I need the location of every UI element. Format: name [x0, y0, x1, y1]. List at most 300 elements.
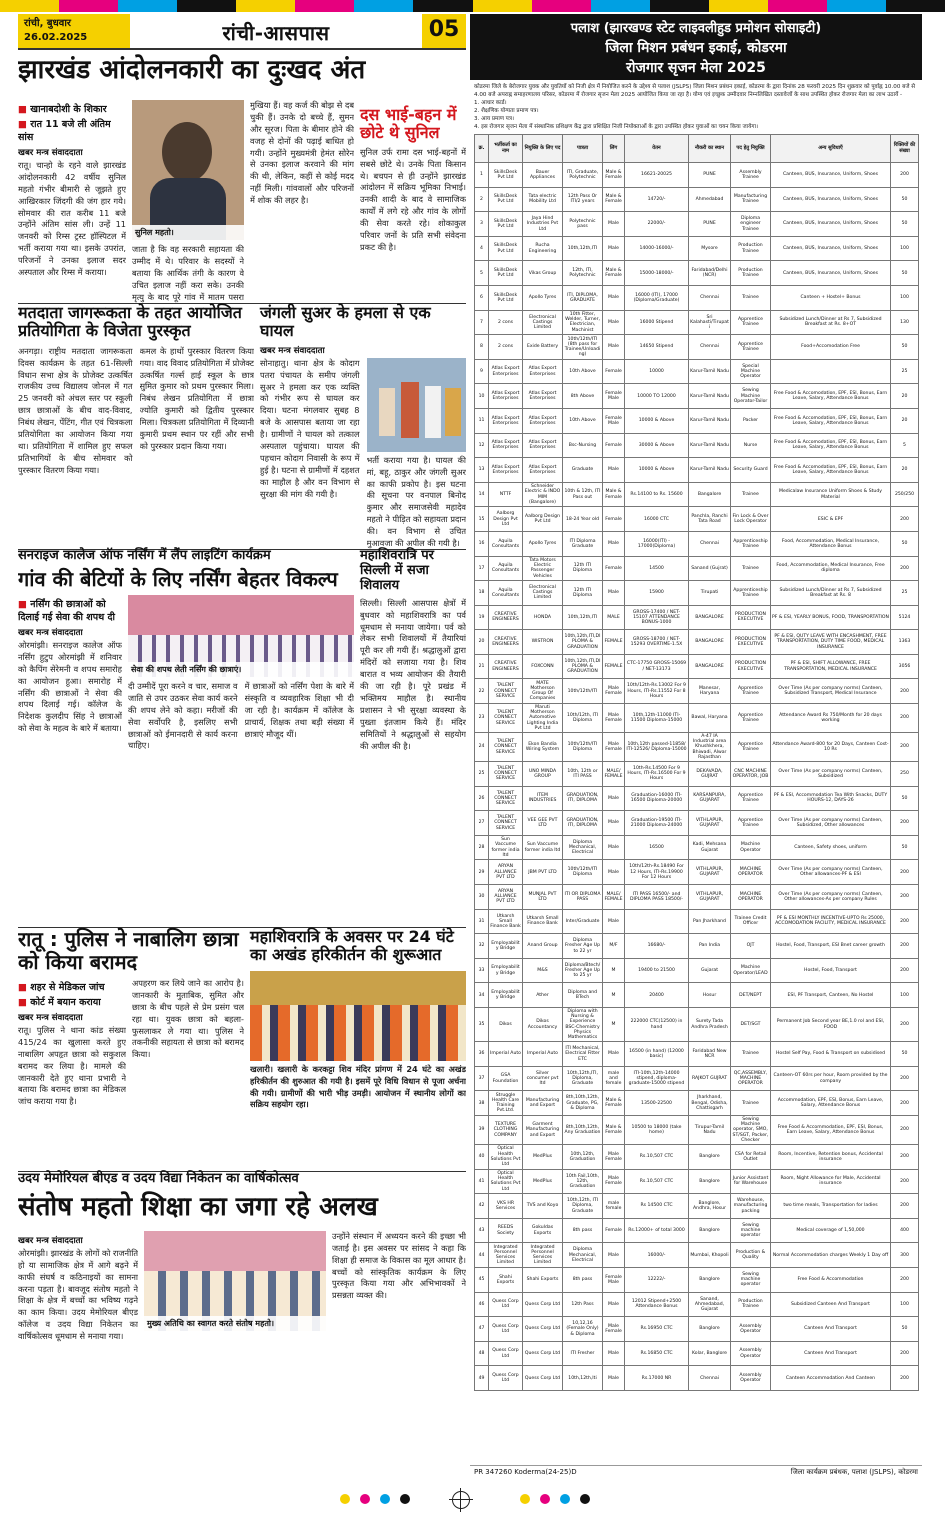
table-cell: BANGALORE — [689, 630, 731, 655]
table-cell: Free Food & Accomodation, EPF, ESI, Bonus, Earn Leave, Salary, Attendance Bonus — [771, 384, 891, 409]
table-cell: 26 — [475, 786, 489, 811]
table-cell: Trainee Credit Officer — [731, 909, 771, 934]
table-cell: 1 — [475, 163, 489, 188]
table-cell: Aquila Consultants — [489, 556, 523, 581]
table-cell: ITI Fresher — [563, 1341, 603, 1366]
table-cell: 200 — [891, 163, 919, 188]
table-cell: SkillsDesk Pvt Ltd — [489, 236, 523, 261]
table-cell: FOXCONN — [523, 654, 563, 679]
table-row — [475, 835, 919, 860]
table-row — [475, 1116, 919, 1145]
table-cell: 16000 CTC — [625, 507, 689, 532]
table-cell: Manufacturing Trainee — [731, 187, 771, 212]
table-cell: Inter/Graduate — [563, 909, 603, 934]
table-cell: male and female — [603, 1066, 625, 1091]
table-cell — [771, 359, 891, 384]
table-row — [475, 811, 919, 836]
table-cell: 12th ITI Diploma — [563, 556, 603, 581]
table-cell: 43 — [475, 1218, 489, 1243]
table-cell: 37 — [475, 1066, 489, 1091]
table-cell: Ather — [523, 983, 563, 1008]
table-cell: Sun Vaccume former india ltd — [489, 835, 523, 860]
table-cell: JBM PVT LTD — [523, 860, 563, 885]
table-cell: Medical coverage of 1,50,000 — [771, 1218, 891, 1243]
story-voter-awareness — [18, 304, 254, 538]
table-cell: 2 cons — [489, 310, 523, 335]
masthead-date-box — [18, 14, 130, 48]
table-cell: 200 — [891, 885, 919, 910]
table-cell: Canteen, BUS, Insurance, Uniform, Shoes — [771, 236, 891, 261]
table-cell: 30 — [475, 885, 489, 910]
job-vacancy-table — [474, 134, 919, 1391]
table-cell: 12th Pass Or ITI/2 years — [563, 187, 603, 212]
table-cell: Apprentice Trainee — [731, 335, 771, 360]
table-row — [475, 679, 919, 704]
table-cell: BANGALORE — [689, 654, 731, 679]
table-row — [475, 236, 919, 261]
table-cell: 10th/12th, ITI Diploma — [563, 704, 603, 733]
table-cell: Male — [603, 212, 625, 237]
table-cell: Male Female — [603, 1145, 625, 1170]
table-cell: Trainee — [731, 285, 771, 310]
table-cell: 40 — [475, 1145, 489, 1170]
story-text: कमल के हाथों पुरस्कार वितरण किया गया। वाद विवाद प्रतियोगिता में प्रोजेक्ट उत्कर्षित गर्ल्स हाई स्कूल के छात्र सुमित कुमार को प्रथम पुरस्कार मिला। निबंध लेखन प्रतियोगिता में छात्रा ज्योति कुमारी को द्वितीय पुरस्कार मिला। चित्रकला प्रतियोगिता में दिव्यानी कुमारी प्रथम स्थान पर रहीं और सभी को पुरस्कार प्रदान किया गया। — [139, 345, 254, 451]
table-row — [475, 408, 919, 433]
table-cell: 100 — [891, 236, 919, 261]
table-cell: Gujarat — [689, 958, 731, 983]
table-cell: Male — [603, 786, 625, 811]
table-cell — [625, 909, 689, 934]
table-cell: Junior Assistant for Warehouse — [731, 1169, 771, 1194]
table-cell: 36 — [475, 1042, 489, 1067]
table-cell: WISTRON — [523, 630, 563, 655]
table-cell: Integrated Personnel Services Limited — [489, 1243, 523, 1268]
table-cell: Hosur — [689, 983, 731, 1008]
table-cell: 25 — [891, 359, 919, 384]
page-number: 05 — [422, 14, 466, 48]
table-cell: 12222/- — [625, 1268, 689, 1293]
table-cell: Food, Accommodation, Medical Insurance, Free diploma — [771, 556, 891, 581]
byline: खबर मन्त्र संवाददाता — [18, 1235, 83, 1246]
table-cell: Over Time (As per company norms) Canteen, Subsidized — [771, 762, 891, 787]
kicker: ■ नर्सिंग की छात्राओं को दिलाई गई सेवा की शपथ दी — [18, 597, 122, 623]
story-headline: संतोष महतो शिक्षा का जगा रहे अलख — [18, 1191, 378, 1222]
photo-caption: सेवा की शपथ लेती नर्सिंग की छात्राएं। — [128, 662, 354, 677]
story-kicker-headline: उदय मेमोरियल बीएड व उदय विद्या निकेतन का वार्षिकोत्सव — [18, 1171, 299, 1186]
table-cell: 12th Pass — [563, 1292, 603, 1317]
table-cell: M — [603, 958, 625, 983]
table-cell: 8th Above — [563, 384, 603, 409]
table-row — [475, 531, 919, 556]
table-cell: 14650 Stipend — [625, 335, 689, 360]
table-cell: RAJKOT GUJRAT — [689, 1066, 731, 1091]
table-cell: MALE — [603, 605, 625, 630]
table-cell: M&S — [523, 958, 563, 983]
table-row — [475, 335, 919, 360]
table-row — [475, 958, 919, 983]
ad-office-name: जिला मिशन प्रबंधन इकाई, कोडरमा — [605, 40, 787, 56]
story-text: रातू। पुलिस ने थाना कांड संख्या 415/24 का खुलासा करते हुए नाबालिग अपहृत छात्रा को सकुशल बरामद कर लिया है। मामले की जानकारी देते हुए थाना प्रभारी ने बताया कि बरामद छात्रा का मेडिकल जांच कराया गया है। — [18, 1025, 126, 1107]
story-text: सोनाहातु। थाना क्षेत्र के कोदाग पतरा पंचायत के समीप जंगली सुअर ने हमला कर एक व्यक्ति को गंभीर रूप से घायल कर दिया। घटना मंगलवार सुबह 8 बजे के आसपास बताया जा रहा है। ग्रामीणों ने घायल को तत्काल अस्पताल पहुंचाया। घायल की पहचान कोदाग निवासी के रूप में हुई है। घटना से ग्रामीणों में दहशत का माहौल है और वन विभाग से सुरक्षा की मांग की गयी है। — [260, 357, 360, 499]
table-cell: 13500-22500 — [625, 1091, 689, 1116]
table-row — [475, 507, 919, 532]
table-cell: 200 — [891, 1091, 919, 1116]
table-cell: Kadi, Mehsana Gujarat — [689, 835, 731, 860]
table-cell: 200 — [891, 934, 919, 959]
table-cell: 10th,12th,ITI,DIPLOMA & GRADUATION — [563, 630, 603, 655]
table-cell: 250/250 — [891, 482, 919, 507]
table-cell: Free Food & Accomodation, EPF, ESI, Bonus, Earn Leave, Salary, Attendance Bonus — [771, 458, 891, 483]
table-cell: Graduation-16000 ITI-16500 Diploma-20000 — [625, 786, 689, 811]
table-cell: CREATIVE ENGINEERS — [489, 630, 523, 655]
table-cell: Diploma/Btech/Fresher Age Up to 25 yr — [563, 958, 603, 983]
table-cell: 10000 TO 12000 — [625, 384, 689, 409]
table-cell: Quess Corp Ltd — [489, 1341, 523, 1366]
table-cell: Male — [603, 531, 625, 556]
table-row — [475, 261, 919, 286]
table-cell: SkillsDesk Pvt Ltd — [489, 261, 523, 286]
table-cell: PUNE — [689, 163, 731, 188]
table-cell: 18-24 Year old — [563, 507, 603, 532]
table-cell: 50 — [891, 531, 919, 556]
table-cell: Optical Health Solutions Pvt Ltd — [489, 1145, 523, 1170]
table-cell: 10th Fail,10th, 12th, Graduation — [563, 1169, 603, 1194]
table-cell: Tata Motors Electric Passenger Vehicles — [523, 556, 563, 581]
table-cell: UNO MINDA GROUP — [523, 762, 563, 787]
story-text: जाता है कि वह सरकारी सहायता की उम्मीद में थे। परिवार के सदस्यों ने बताया कि आर्थिक तंगी के कारण वे उचित इलाज नहीं करा सके। उनकी मृत्यु के बाद पूरे गांव में मातम पसरा — [132, 244, 244, 302]
table-cell: 10th,12th,ITI,DIPLOMA & GRADUATION — [563, 654, 603, 679]
table-cell: 200 — [891, 1145, 919, 1170]
table-cell: Male — [603, 811, 625, 836]
table-cell: 10th/12th/ITI — [563, 679, 603, 704]
table-cell: Electronical Castings Limited — [523, 310, 563, 335]
table-cell: 10th,12th, Graduation — [563, 1145, 603, 1170]
table-cell: 16000 (ITI), 17000 (Diploma/Graduate) — [625, 285, 689, 310]
story-text: मुखिया हैं। वह कर्ज की बोझ से दब चुकी हैं। उनके दो बच्चे हैं, सुमन और सूरज। पिता के बीमार होने की वजह से दोनों की पढ़ाई बाधित हो गयी। उन्होंने मुख्यमंत्री हेमंत सोरेन से उनका इलाज करवाने की मांग की थी, लेकिन, कहीं से कोई मदद नहीं मिली। गांववालों और परिजनों में शोक की लहर है। — [250, 100, 354, 206]
table-cell: Surety Tada Andhra Pradesh — [689, 1008, 731, 1042]
table-cell: Fin Lock & Over Lock Operator — [731, 507, 771, 532]
byline: खबर मन्त्र संवाददाता — [260, 345, 325, 356]
table-cell: Shahi Exports — [523, 1268, 563, 1293]
table-cell: ITI Mechanical, Electrical Fitter ETC — [563, 1042, 603, 1067]
table-column-header: क्र. — [475, 135, 489, 163]
table-cell: Shahi Exports — [489, 1268, 523, 1293]
table-cell: GROSS-18700 / NET-15293 OVERTIME-1.5X — [625, 630, 689, 655]
table-row — [475, 1091, 919, 1116]
byline: खबर मन्त्र संवाददाता — [18, 627, 83, 638]
table-cell: Male — [603, 285, 625, 310]
table-cell: BANGALORE — [689, 605, 731, 630]
table-cell: 100 — [891, 983, 919, 1008]
table-cell: Utkarsh Small Finance Bank — [489, 909, 523, 934]
table-cell: Apprentice Trainee — [731, 310, 771, 335]
ad-event-name: रोजगार सृजन मेला 2025 — [626, 60, 766, 76]
table-row — [475, 458, 919, 483]
table-cell: 16500 — [625, 835, 689, 860]
table-cell: 100 — [891, 285, 919, 310]
table-cell: 5 — [475, 261, 489, 286]
table-cell: Quess Corp Ltd — [489, 1317, 523, 1342]
table-cell: Imperial Auto — [523, 1042, 563, 1067]
table-cell: 41 — [475, 1169, 489, 1194]
table-cell: Trainee — [731, 556, 771, 581]
table-cell: 46 — [475, 1292, 489, 1317]
table-row — [475, 860, 919, 885]
table-cell: Assembly Operator — [731, 1366, 771, 1391]
table-cell: 20 — [475, 630, 489, 655]
table-cell: Male Female — [603, 679, 625, 704]
ad-document-item: 1. आधार कार्ड। — [474, 100, 507, 106]
table-cell: Apollo Tyres — [523, 531, 563, 556]
table-cell: 16621-20025 — [625, 163, 689, 188]
table-cell: Quess Corp Ltd — [489, 1366, 523, 1391]
table-cell: Canteen Accommodation And Canteen — [771, 1366, 891, 1391]
table-column-header: नौकरी का स्थान — [689, 135, 731, 163]
table-cell: Karur-Tamil Nadu — [689, 359, 731, 384]
table-cell: VKS HR Services — [489, 1194, 523, 1219]
story-text: उन्होंने संस्थान में अध्ययन करने की इच्छा भी जताई है। इस अवसर पर सांसद ने कहा कि शिक्षा ही समाज के विकास का मूल आधार है। बच्चों को सांस्कृतिक कार्यक्रम के लिए पुरस्कृत किया गया और अभिभावकों ने प्रसन्नता व्यक्त की। — [332, 1230, 466, 1301]
table-cell: 14500 — [625, 556, 689, 581]
story-shivratri-silli — [360, 549, 466, 958]
table-cell: VITHLAPUR, GUJARAT — [689, 811, 731, 836]
table-row — [475, 786, 919, 811]
table-cell: Vikas Group — [523, 261, 563, 286]
table-cell: Chennai — [689, 335, 731, 360]
table-column-header: नियुक्ति के लिए पद — [523, 135, 563, 163]
table-cell: Trainee — [731, 1042, 771, 1067]
table-cell: 200 — [891, 1116, 919, 1145]
table-cell: 222000 CTC(12500) in hand — [625, 1008, 689, 1042]
story-headline: महाशिवरात्रि पर सिल्ली में सजा शिवालय — [360, 548, 434, 593]
table-cell: 50 — [891, 212, 919, 237]
table-cell: Sanand (Gujrat) — [689, 556, 731, 581]
table-cell: TEXTURE CLOTHING COMPANY — [489, 1116, 523, 1145]
table-cell: SkillsDesk Pvt Ltd — [489, 187, 523, 212]
ad-document-item: 3. आय प्रमाण पत्र। — [474, 116, 515, 122]
table-row — [475, 630, 919, 655]
table-cell: Pan India — [689, 934, 731, 959]
table-cell: M — [603, 983, 625, 1008]
story-uday-memorial — [18, 1172, 466, 1468]
table-cell: 15000-18000/- — [625, 261, 689, 286]
table-row — [475, 433, 919, 458]
table-cell: 200 — [891, 556, 919, 581]
table-cell: Permanent Job Second year BE,1.0 rol and ESI, FOOD — [771, 1008, 891, 1042]
crosshair-icon — [452, 1491, 470, 1509]
table-cell: 3056 — [891, 654, 919, 679]
table-cell: Garment Manufacturing and Export — [523, 1116, 563, 1145]
table-row — [475, 762, 919, 787]
table-cell: CREATIVE ENGINEERS — [489, 654, 523, 679]
table-cell: Sun Vaccume former india ltd — [523, 835, 563, 860]
table-cell: Diploma Fresher Age Up to 22 yr — [563, 934, 603, 959]
ad-intro-text: कोडरमा जिले के बेरोजगार युवक और युवतियों को निजी क्षेत्र में नियोजित करने के उद्देश्य से पलाश (JSLPS) जिला मिशन प्रबंधन इकाई, कोडरमा के द्वारा दिनांक 28 फरवरी 2025 दिन शुक्रवार को पूर्वाह्न 10.00 बजे से 4.00 बजे अपराह्न समाहरणालय परिसर, कोडरमा में रोजगार सृजन मेला 2025 आयोजित किया जा रहा है। योग्य एवं इच्छुक उम्मीदवार निम्नलिखित दस्तावेजों के साथ उपस्थित होकर रोजगार मेला का लाभ उठायें - — [474, 84, 916, 98]
story-text: भर्ती कराया गया है। घायल की मां, बहू, ठाकुर और जंगली सुअर का काफी प्रकोप है। इस घटना की सूचना पर वनपाल बिनोद कुमार और समाजसेवी महादेव महतो ने पीड़ित को सहायता प्रदान की। वन विभाग से उचित मुआवजा की अपील की गयी है। — [366, 454, 466, 549]
table-row — [475, 1042, 919, 1067]
table-cell: Subsidized Lunch/Dinner at Rs 7, Subsidized Breakfast at Rs. 8 — [771, 581, 891, 606]
table-cell: FEMALE — [603, 630, 625, 655]
table-cell: 16000/- — [625, 1243, 689, 1268]
table-cell: 5124 — [891, 605, 919, 630]
table-cell: Canteen-OT 60rs per hour, Room provided by the company — [771, 1066, 891, 1091]
table-row — [475, 605, 919, 630]
table-cell: Male & Female — [603, 1091, 625, 1116]
table-cell: Subsidized Canteen And Transport — [771, 1292, 891, 1317]
table-cell: GSA Foundation — [489, 1066, 523, 1091]
table-cell: 10000 & Above — [625, 408, 689, 433]
table-cell: Quess Corp Ltd — [489, 1292, 523, 1317]
table-cell: Ekon Bandia Wiring System — [523, 733, 563, 762]
table-cell: 8 — [475, 335, 489, 360]
table-cell: TVS and Koyo — [523, 1194, 563, 1219]
table-cell: TALENT CONNECT SERVICE — [489, 811, 523, 836]
table-cell: MedPlus — [523, 1145, 563, 1170]
table-row — [475, 1008, 919, 1042]
table-cell: 50 — [891, 835, 919, 860]
table-cell: Chennai — [689, 1366, 731, 1391]
table-cell: 200 — [891, 704, 919, 733]
table-column-header: भर्तीकर्ता का नाम — [489, 135, 523, 163]
table-cell: SkillsDesk Pvt Ltd — [489, 212, 523, 237]
table-cell: Free Food & Accommodation, EPF, ESI, Bonus, Earn Leave, Salary, Attendance Bonus — [771, 1116, 891, 1145]
table-cell: Apprentice Trainee — [731, 679, 771, 704]
table-cell: Banglore, Andhra, Hosur — [689, 1194, 731, 1219]
table-cell: TALENT CONNECT SERVICE — [489, 704, 523, 733]
table-cell: MUNJAL PVT LTD — [523, 885, 563, 910]
table-cell: Female — [603, 433, 625, 458]
table-cell: 130 — [891, 310, 919, 335]
job-fair-advertisement — [470, 14, 922, 1479]
table-cell: 10th, 12th or ITI PASS — [563, 762, 603, 787]
table-cell: CTC-17750 GROSS-15069 / NET-13173 — [625, 654, 689, 679]
table-cell: Male — [603, 335, 625, 360]
table-cell: Medicalaw Insurance Uniform Shoes & Study Material — [771, 482, 891, 507]
table-cell: ITI-10th,12th-14000 stipend, diploma-graduate-15000 stipend — [625, 1066, 689, 1091]
table-cell: 22000/- — [625, 212, 689, 237]
table-cell: Female Male — [603, 1268, 625, 1293]
story-activist-body — [18, 100, 244, 318]
table-cell: NTTF — [489, 482, 523, 507]
table-row — [475, 1194, 919, 1219]
table-cell: 12th, ITI, Polytechnic — [563, 261, 603, 286]
table-cell: 49 — [475, 1366, 489, 1391]
table-cell: 10500 to 18000 (take home) — [625, 1116, 689, 1145]
kicker: ■ रात 11 बजे ली अंतिम सांस — [18, 117, 126, 143]
table-cell: Manesar, Haryana — [689, 679, 731, 704]
story-police-rescue — [18, 928, 244, 1168]
table-cell: Rs.16850 CTC — [625, 1341, 689, 1366]
table-cell: two time meals, Transportation for ladies — [771, 1194, 891, 1219]
table-cell: Rs.12000+ of total 3000 — [625, 1218, 689, 1243]
table-cell: MALE/ FEMALE — [603, 885, 625, 910]
left-newspaper-page — [18, 14, 466, 1479]
table-cell: Faridabad New NCR — [689, 1042, 731, 1067]
table-cell: Atlas Export Enterprises — [489, 384, 523, 409]
table-cell: Atlas Export Enterprises — [489, 408, 523, 433]
story-text: में छात्राओं को नर्सिंग पेशा के बारे में संस्कृति व व्यवहारिक शिक्षा भी दी जा रही है। कार्यक्रम में कॉलेज के प्राचार्य, शिक्षक तथा बड़ी संख्या में छात्राएं मौजूद थीं। — [244, 680, 354, 739]
table-cell: Karur-Tamil Nadu — [689, 433, 731, 458]
table-cell: Aalborg Design Pvt Ltd — [523, 507, 563, 532]
table-cell: KARSANPURA, GUJARAT — [689, 786, 731, 811]
table-cell: Canteen, BUS, Insurance, Uniform, Shoes — [771, 212, 891, 237]
table-cell: 20400 — [625, 983, 689, 1008]
portrait-photo — [132, 100, 244, 240]
table-cell: 11 — [475, 408, 489, 433]
table-cell: 2 cons — [489, 335, 523, 360]
table-cell: DET/SGT — [731, 1008, 771, 1042]
table-cell: Dikos — [489, 1008, 523, 1042]
table-cell: Male & Female — [603, 261, 625, 286]
table-cell: Male — [603, 1292, 625, 1317]
table-cell: Rs.16950 CTC — [625, 1317, 689, 1342]
story-text: अनगड़ा। राष्ट्रीय मतदाता जागरूकता दिवस कार्यक्रम के तहत 61-सिल्ली विधान सभा क्षेत्र के प्रोजेक्ट उत्कर्षित राजकीय उच्च विद्यालय जोनल में गत 25 जनवरी को अंचल स्तर पर स्कूली छात्र छात्राओं के बीच वाद-विवाद, निबंध लेखन, पेंटिंग, गीत एवं चित्रकला प्रतियोगिता का आयोजन किया गया था। प्रतियोगिता में शामिल हुए सफल प्रतिभागियों के बीच सोमवार को पुरस्कार वितरण किया गया। — [18, 345, 133, 475]
table-cell: 200 — [891, 1066, 919, 1091]
ad-document-item: 2. शैक्षणिक योग्यता प्रमाण पत्र। — [474, 108, 539, 114]
table-cell: ITEM INDUSTRIES — [523, 786, 563, 811]
news-photo — [128, 595, 354, 677]
table-cell: Bauer Appliances — [523, 163, 563, 188]
table-body — [475, 163, 919, 1391]
table-cell: Bawal, Haryana — [689, 704, 731, 733]
table-cell: 10th/12th-Rs.13002 For 9 Hours, ITI-Rs.11552 For 8 Hours — [625, 679, 689, 704]
table-row — [475, 1169, 919, 1194]
table-cell: 12012 Stipend+2500 Attendance Bonus — [625, 1292, 689, 1317]
photo-caption: मुख्य अतिथि का स्वागत करते संतोष महतो। — [144, 1316, 326, 1331]
table-cell: 50 — [891, 786, 919, 811]
table-cell: Chennai — [689, 531, 731, 556]
news-photo — [367, 358, 467, 452]
table-cell: MACHINE OPERATOR — [731, 885, 771, 910]
table-cell: Free Food & Accommodation — [771, 1268, 891, 1293]
table-cell: Schneider Electric & INDO MIM (Bangalore) — [523, 482, 563, 507]
table-cell: Apprenticeship Trainee — [731, 531, 771, 556]
table-cell: Employability Bridge — [489, 983, 523, 1008]
table-cell: Quess Corp Ltd — [523, 1292, 563, 1317]
table-cell: ITI OR DIPLOMA PASS — [563, 885, 603, 910]
table-cell: Apprentice Trainee — [731, 704, 771, 733]
ad-document-item: 4. इस रोजगार सृजन मेला में संस्थानिक प्रशिक्षण केंद्र द्वारा प्रशिक्षित निजी नियोक्ताओं के द्वारा उपस्थित होकर युवाओं का चयन किया जायेगा। — [474, 124, 759, 130]
table-cell: Electronical Castings Limited — [523, 581, 563, 606]
table-cell: Optical Health Solutions Pvt Ltd — [489, 1169, 523, 1194]
table-cell: Male — [603, 1341, 625, 1366]
table-cell: Female — [603, 359, 625, 384]
table-cell: GROSS-17400 / NET-15107 ATTENDANCE BONUS-1000 — [625, 605, 689, 630]
table-cell: Male — [603, 909, 625, 934]
table-cell: MATE Motherson Group Of Companies — [523, 679, 563, 704]
table-cell: ITI PASS 16500/- and DIPLOMA PASS 18500/- — [625, 885, 689, 910]
table-cell: A-47 IA Industrial area Khushkhera, Bhiwadi, Alwar Rajasthan — [689, 733, 731, 762]
table-row — [475, 556, 919, 581]
table-cell: 50 — [891, 1317, 919, 1342]
table-cell: Sewing Machine Operator-Tailor — [731, 384, 771, 409]
table-cell: 38 — [475, 1091, 489, 1116]
table-cell: GRADUATION, ITI, DIPLOMA — [563, 811, 603, 836]
story-activist-col3 — [250, 100, 354, 296]
table-cell: 200 — [891, 958, 919, 983]
table-row — [475, 1243, 919, 1268]
story-text: सिल्ली। सिल्ली आसपास क्षेत्रों में बुधवार को महाशिवरात्रि का पर्व धूमधाम से मनाया जायेगा। पर्व को लेकर सभी शिवालयों में तैयारियां पूरी कर ली गयी हैं। श्रद्धालुओं द्वारा मंदिरों को सजाया गया है। शिव बारात व भव्य आयोजन की तैयारी की जा रही है। पूरे प्रखंड में भक्तिमय माहौल है। स्थानीय प्रशासन ने भी सुरक्षा व्यवस्था के पुख्ता इंतजाम किये हैं। मंदिर समितियों ने श्रद्धालुओं से सहयोग की अपील की है। — [360, 597, 466, 751]
table-cell: Mysore — [689, 236, 731, 261]
table-cell: 10th,12th,Iti — [563, 1366, 603, 1391]
table-cell: 10000 & Above — [625, 458, 689, 483]
table-cell: 12 — [475, 433, 489, 458]
table-row — [475, 885, 919, 910]
story-headline: रातू : पुलिस ने नाबालिग छात्रा को किया बरामद — [18, 927, 239, 974]
table-row — [475, 909, 919, 934]
table-cell: ARYAN ALLIANCE PVT LTD — [489, 860, 523, 885]
table-column-header: वेतन — [625, 135, 689, 163]
table-cell: Male Female — [603, 733, 625, 762]
